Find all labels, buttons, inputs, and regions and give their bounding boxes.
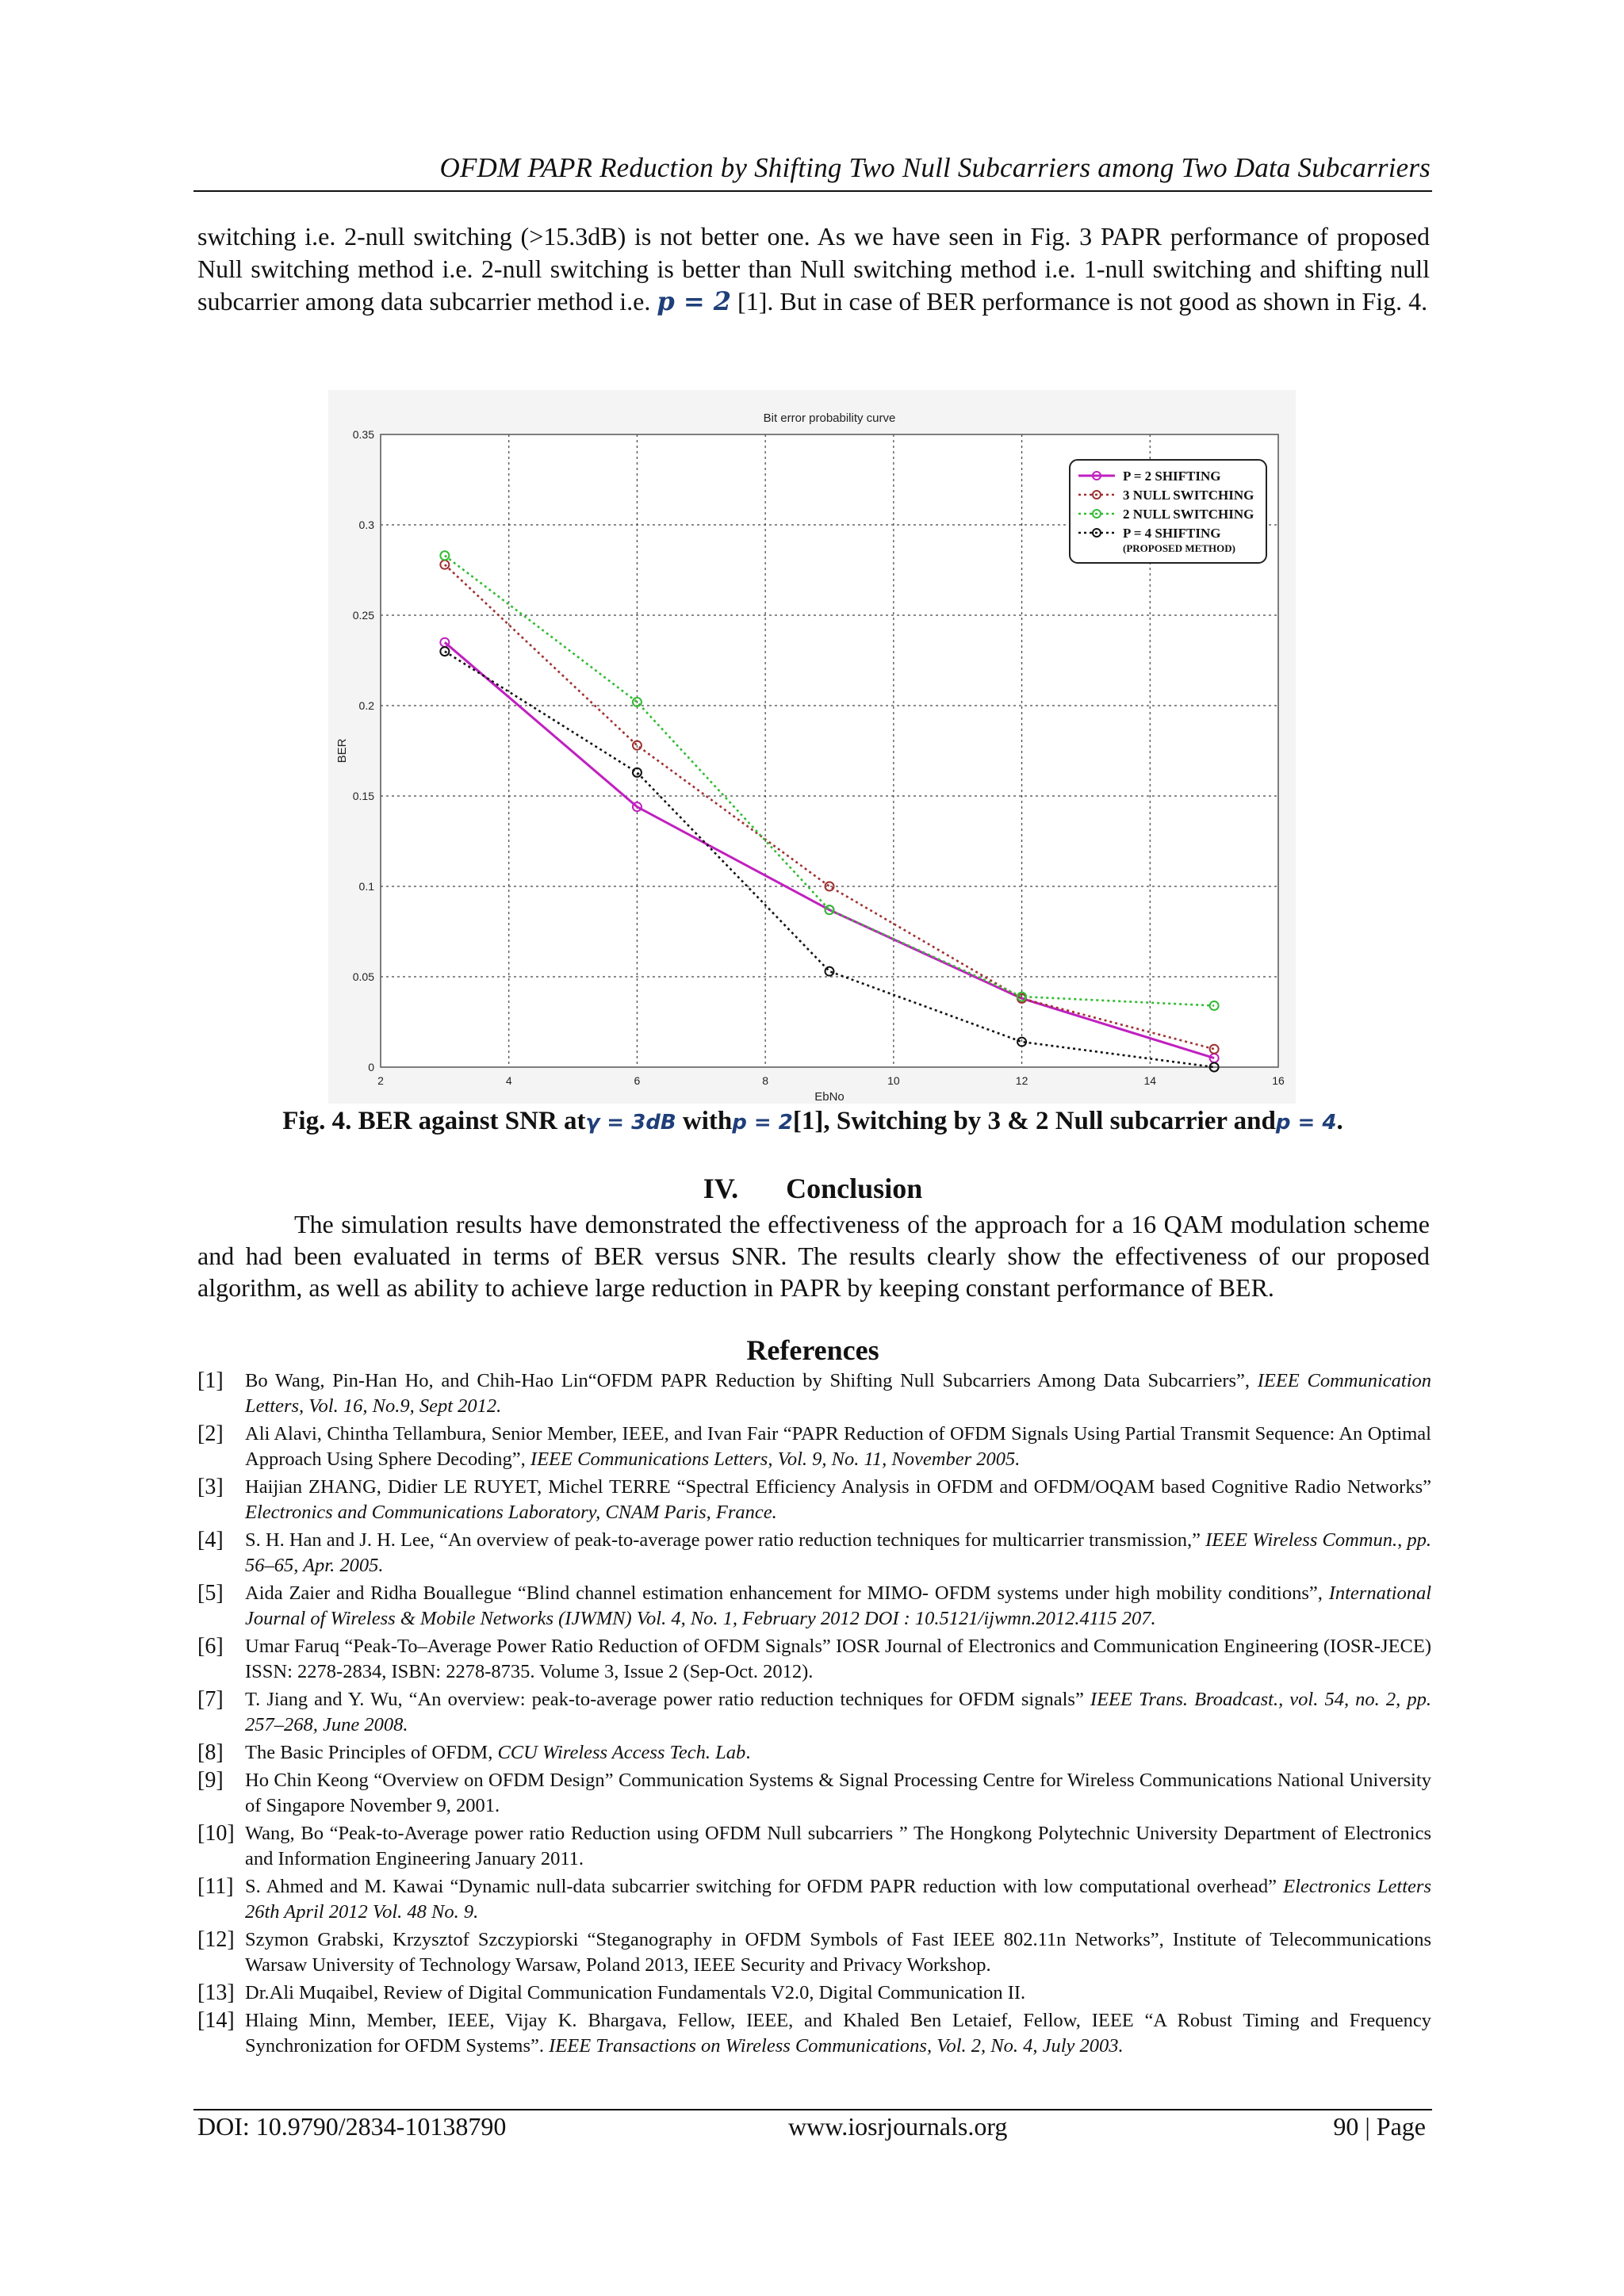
reference-number: [12] <box>197 1927 235 1952</box>
y-tick-label: 0.15 <box>352 790 374 802</box>
legend-label: 2 NULL SWITCHING <box>1123 507 1254 522</box>
figure-4 <box>328 390 1296 1104</box>
reference-item <box>197 1687 1431 1738</box>
reference-text: T. Jiang and Y. Wu, “An overview: peak-to-average power ratio reduction techniques for OFDM signals” <box>245 1689 1090 1710</box>
caption-prefix: Fig. 4. BER against SNR at <box>282 1107 586 1135</box>
x-tick-label: 8 <box>762 1074 769 1087</box>
footer-website: www.iosrjournals.org <box>788 2112 1008 2141</box>
y-tick-label: 0.25 <box>352 609 374 622</box>
reference-item <box>197 1581 1431 1632</box>
reference-source: Electronics Letters 26th April 2012 Vol. 48 No. 9. <box>245 1876 1431 1923</box>
reference-number: [9] <box>197 1768 224 1793</box>
caption-mid2: [1], Switching by 3 & 2 Null subcarrier and <box>792 1107 1276 1135</box>
y-tick-label: 0.1 <box>358 880 374 893</box>
footer-doi: DOI: 10.9790/2834-10138790 <box>197 2112 507 2141</box>
reference-number: [7] <box>197 1687 224 1712</box>
body-text-part1: switching i.e. 2-null switching (>15.3dB) is not better one. As we have seen in Fig. 3 PAPR performance of proposed Null switching method i.e. 2-null switching is better than Null switching method i.e. 1-null switching and shifting null subcarrier among data subcarrier method i.e. <box>197 222 1430 316</box>
x-tick-label: 16 <box>1272 1074 1285 1087</box>
reference-text: Haijian ZHANG, Didier LE RUYET, Michel TERRE “Spectral Efficiency Analysis in OFDM and OFDM/OQAM based Cognitive Radio Networks” <box>245 1476 1431 1498</box>
body-paragraph <box>197 220 1430 318</box>
reference-item <box>197 1768 1431 1819</box>
section-heading <box>193 1172 1432 1205</box>
reference-item <box>197 1927 1431 1978</box>
caption-math-p4: p = 4 <box>1275 1111 1337 1135</box>
reference-item <box>197 2008 1431 2059</box>
reference-source: IEEE Communication Letters, Vol. 16, No.9, Sept 2012. <box>245 1370 1431 1417</box>
reference-list <box>197 1368 1431 2061</box>
chart-ylabel: BER <box>335 738 349 763</box>
math-p-equals-2: p = 2 <box>657 286 732 316</box>
caption-mid1: with <box>676 1107 733 1135</box>
section-title: Conclusion <box>786 1173 923 1204</box>
y-tick-label: 0 <box>368 1061 374 1073</box>
references-heading: References <box>746 1334 879 1366</box>
ber-chart <box>328 390 1296 1104</box>
reference-text: Szymon Grabski, Krzysztof Szczypiorski “Steganography in OFDM Symbols of Fast IEEE 802.11n Networks”, Institute of Telecommunications Warsaw University of Technology Warsaw, Poland 2013, IEEE Security and Privacy Workshop. <box>245 1929 1431 1976</box>
reference-item <box>197 1980 1431 2006</box>
reference-text: S. H. Han and J. H. Lee, “An overview of peak-to-average power ratio reduction techniques for multicarrier transmission,” <box>245 1529 1206 1551</box>
caption-suffix: . <box>1336 1107 1343 1135</box>
header-rule <box>193 190 1432 192</box>
reference-text: The Basic Principles of OFDM, <box>245 1742 498 1763</box>
reference-source: CCU Wireless Access Tech. Lab <box>497 1742 746 1763</box>
reference-item <box>197 1634 1431 1685</box>
legend-label: P = 2 SHIFTING <box>1123 469 1221 484</box>
legend-label: 3 NULL SWITCHING <box>1123 488 1254 503</box>
reference-number: [13] <box>197 1980 235 2005</box>
reference-number: [1] <box>197 1368 224 1393</box>
legend-label: P = 4 SHIFTING <box>1123 526 1221 541</box>
y-tick-label: 0.3 <box>358 519 374 531</box>
reference-item <box>197 1475 1431 1525</box>
reference-item <box>197 1368 1431 1419</box>
reference-number: [10] <box>197 1821 235 1846</box>
reference-source: IEEE Communications Letters, Vol. 9, No. 11, November 2005. <box>530 1448 1021 1470</box>
x-tick-label: 10 <box>887 1074 900 1087</box>
reference-source: IEEE Trans. Broadcast., vol. 54, no. 2, pp. 257–268, June 2008. <box>245 1689 1431 1735</box>
figure-caption <box>193 1107 1432 1136</box>
reference-text: S. Ahmed and M. Kawai “Dynamic null-data subcarrier switching for OFDM PAPR reduction with low computational overhead” <box>245 1876 1284 1897</box>
footer-rule <box>193 2109 1432 2110</box>
y-tick-label: 0.2 <box>358 699 374 712</box>
reference-number: [4] <box>197 1528 224 1552</box>
reference-tail: . <box>745 1742 751 1763</box>
reference-text: Ali Alavi, Chintha Tellambura, Senior Member, IEEE, and Ivan Fair “PAPR Reduction of OFDM Signals Using Partial Transmit Sequence: An Optimal Approach Using Sphere Decoding”, <box>245 1423 1431 1470</box>
caption-math-p2: p = 2 <box>732 1111 793 1135</box>
reference-number: [3] <box>197 1475 224 1499</box>
conclusion-paragraph: The simulation results have demonstrated the effectiveness of the approach for a 16 QAM modulation scheme and had been evaluated in terms of BER versus SNR. The results clearly show the effectiveness of our proposed algorithm, as well as ability to achieve large reduction in PAPR by keeping constant performance of BER. <box>197 1210 1430 1302</box>
reference-text: Umar Faruq “Peak-To–Average Power Ratio Reduction of OFDM Signals” IOSR Journal of Electronics and Communication Engineering (IOSR-JECE) ISSN: 2278-2834, ISBN: 2278-8735. Volume 3, Issue 2 (Sep-Oct. 2012). <box>245 1636 1431 1682</box>
reference-text: Wang, Bo “Peak-to-Average power ratio Reduction using OFDM Null subcarriers ” The Hongkong Polytechnic University Department of Electronics and Information Engineering January 2011. <box>245 1823 1431 1869</box>
reference-number: [5] <box>197 1581 224 1605</box>
reference-number: [14] <box>197 2008 235 2033</box>
reference-number: [8] <box>197 1740 224 1765</box>
chart-legend <box>1070 460 1266 563</box>
x-tick-label: 4 <box>505 1074 512 1087</box>
reference-item <box>197 1874 1431 1925</box>
reference-text: Dr.Ali Muqaibel, Review of Digital Communication Fundamentals V2.0, Digital Communication II. <box>245 1982 1026 2003</box>
y-tick-label: 0.35 <box>352 428 374 441</box>
reference-item <box>197 1528 1431 1578</box>
reference-text: Aida Zaier and Ridha Bouallegue “Blind channel estimation enhancement for MIMO- OFDM systems under high mobility conditions”, <box>245 1582 1329 1604</box>
reference-text: Hlaing Minn, Member, IEEE, Vijay K. Bhargava, Fellow, IEEE, and Khaled Ben Letaief, Fellow, IEEE “A Robust Timing and Frequency Synchronization for OFDM Systems”. <box>245 2010 1431 2057</box>
reference-number: [11] <box>197 1874 234 1899</box>
reference-source: IEEE Transactions on Wireless Communications, Vol. 2, No. 4, July 2003. <box>549 2035 1124 2057</box>
reference-number: [6] <box>197 1634 224 1659</box>
section-number: IV. <box>703 1173 739 1204</box>
reference-item <box>197 1422 1431 1472</box>
x-tick-label: 14 <box>1143 1074 1157 1087</box>
x-tick-label: 12 <box>1015 1074 1028 1087</box>
footer-page-number: 90 | Page <box>1333 2112 1426 2141</box>
legend-note: (PROPOSED METHOD) <box>1123 542 1235 554</box>
reference-text: Bo Wang, Pin-Han Ho, and Chih-Hao Lin“OFDM PAPR Reduction by Shifting Null Subcarriers Among Data Subcarriers”, <box>245 1370 1258 1391</box>
chart-xlabel: EbNo <box>814 1090 845 1104</box>
body-text-part2: [1]. But in case of BER performance is not good as shown in Fig. 4. <box>731 287 1428 316</box>
reference-item <box>197 1821 1431 1872</box>
reference-number: [2] <box>197 1422 224 1446</box>
x-tick-label: 6 <box>634 1074 641 1087</box>
reference-source: International Journal of Wireless & Mobile Networks (IJWMN) Vol. 4, No. 1, February 2012 DOI : 10.5121/ijwmn.2012.4115 207. <box>245 1582 1431 1629</box>
reference-source: IEEE Wireless Commun., pp. 56–65, Apr. 2005. <box>245 1529 1431 1576</box>
reference-text: Ho Chin Keong “Overview on OFDM Design” Communication Systems & Signal Processing Centre for Wireless Communications National University of Singapore November 9, 2001. <box>245 1770 1431 1816</box>
caption-math-gamma: γ = 3dB <box>585 1111 676 1135</box>
reference-item <box>197 1740 1431 1766</box>
chart-title: Bit error probability curve <box>763 411 896 425</box>
y-tick-label: 0.05 <box>352 970 374 983</box>
reference-source: Electronics and Communications Laboratory, CNAM Paris, France. <box>245 1502 777 1523</box>
x-tick-label: 2 <box>377 1074 384 1087</box>
running-head: OFDM PAPR Reduction by Shifting Two Null Subcarriers among Two Data Subcarriers <box>439 152 1431 183</box>
